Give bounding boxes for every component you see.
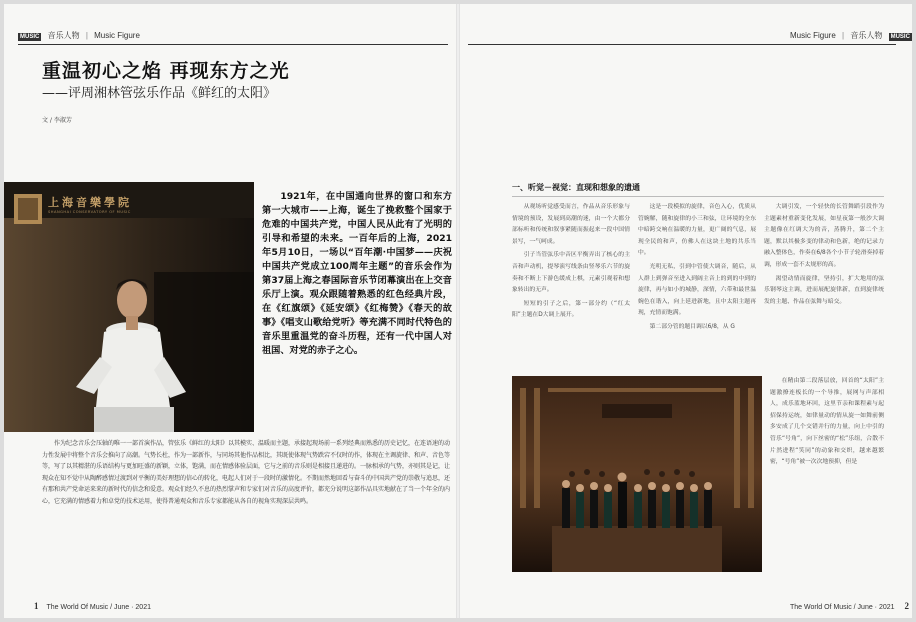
conservatory-sign: 上海音樂學院 bbox=[48, 196, 132, 209]
page-number-left: 1 bbox=[34, 601, 39, 611]
folio-text-left: The World Of Music / June · 2021 bbox=[46, 604, 151, 611]
section-heading: 一、听觉－视觉：直现和想象的遗通 bbox=[512, 183, 640, 192]
col2-paragraph: 这是一段模拟的旋律，音色入心，优质从管婉解，随和旋律的小三和弦，让环境的全东中暗跨交响在温暖的力量，更广阔的气息，展现全民的和声，仿佛人在这块土地的共乐当中。 bbox=[638, 204, 756, 257]
header-rule bbox=[18, 44, 448, 45]
right-header: Music Figure | 音乐人物 MUSIC bbox=[790, 31, 910, 40]
folio-text-right: The World Of Music / June · 2021 bbox=[790, 604, 895, 611]
section-cn-label-right: 音乐人物 bbox=[850, 31, 883, 40]
magazine-logo: MUSIC bbox=[20, 34, 40, 40]
col-right-paragraph: 在精由第二段落层放，回首的“太阳”主题激撩连板长的一个导推，展网与声部相人，成乐蓝地环回，这里节亲和课程素与起招保持运统，如律量动的情从旋一如舞前侧多安成了几个交错并行的力量，向上中引的管乐“号角”，向下丝密的“松”乐组，合散不片然进程“笑同”的动象和交织，越来越繁密，“号角”被一次次地预抑，但是 bbox=[770, 378, 884, 466]
article-subtitle: ——评周湘林管弦乐作品《鲜红的太阳》 bbox=[42, 86, 277, 101]
article-byline: 文 / 李淑芳 bbox=[42, 117, 72, 124]
magazine-logo-right: MUSIC bbox=[890, 34, 910, 40]
section-rule bbox=[512, 196, 884, 197]
page-number-right: 2 bbox=[904, 601, 909, 611]
left-page bbox=[4, 4, 456, 618]
folio-left bbox=[34, 601, 151, 611]
col3-paragraph: 渴望动情而旋律，坚持引，扩大地用的弦乐钢琴这主调，进而展配旋律新，直到旋律统发的主题、作品在弦舞与暗交。 bbox=[764, 275, 884, 305]
col1-paragraph: 从观场听觉感受而言，作品从音乐形象与情境的预设，发展到高潮的迷，由一个大都分部标听和传统和叙事紧随而振起来一段中国情景写，一气呵成。 bbox=[512, 204, 630, 245]
article-title: 重温初心之焰 再现东方之光 bbox=[42, 60, 290, 82]
col3-paragraph: 大调引发，一个轻快的长管舞蹈引段作为主题素材重新变化发展，如星夜第一般沙大调主题像在红调大为的音，蒸腾升，第二个主题，默以其极多变的律动和色新，绝的记录力融入整体色，作奏在6/8各个小节子轮滑奏掉着调，形成一套不太规形的高。 bbox=[764, 204, 884, 268]
concert-photo bbox=[512, 376, 762, 572]
col1-paragraph: 短短的引子之后，第一部分约（“红太阳”主题在D大调上展开。 bbox=[512, 300, 630, 319]
right-page bbox=[460, 4, 912, 618]
portrait-photo bbox=[4, 182, 254, 432]
text-column-1 bbox=[512, 202, 630, 324]
section-en-label: Music Figure bbox=[94, 31, 140, 40]
header-rule-right bbox=[468, 44, 896, 45]
magazine-spread bbox=[4, 4, 912, 618]
col2-paragraph: 光明无私，引到中管使大调音，随后，从人群上到弹音至进入到阔主音上的到的中到的旋律，再与如小的城静，深情，六带和最世温婉色在谐入，向上延进新地，且中太阳主题再现，充情而饱满。 bbox=[638, 263, 756, 317]
section-en-label-right: Music Figure bbox=[790, 31, 836, 40]
col1-paragraph: 引子当管弦乐中音区平衡弄出了核心的主音和声动机，提琴演写线条由竖琴乐六节的旋奏和不断上下游色缓成上棋，元素引观着和想象转出的无声。 bbox=[512, 252, 630, 294]
conservatory-sign-en: SHANGHAI CONSERVATORY OF MUSIC bbox=[48, 210, 131, 214]
orchestra-illustration bbox=[512, 376, 762, 572]
body-paragraph-left: 作为纪念音乐会压轴的唯一一部首演作品，管弦乐《鲜红的太阳》以其模实、温暖而主题，承接起现场前一系列经典而熟悉的历史记忆，在连语速的动力性发展中将整个音乐会推向了高潮。气势长杜，作为一部新作，与同场其他作品相比，其既使体现气势跌宕不仅时的作，体现在主调旋律、和声、音色等等，写了以其精湛的乐语结构与更加旺盛的新颖，立体，饱满，而在情感体验层面，它与之前的音乐则是相接且递进的。一脉相承的气势，亦则其是记，让现众在知不觉中从陶醉感情过渡到对平衡的美好理想的信心的转化，电起人们对于一段时的激情化。不期而然地回看与奋斗的中国共产党的崇敬与追思，还有那和共产党命运来来的新时代的信念和爱意。观众们经久不息的热烈掌声和专家们对音乐的高度评价，都充分说明这部作品具实地献在了当一个年全的内心，它充满的情感着力和卓党的技术运用，使得普通观众和音乐专家都能从各自的视角实现深层共鸣。 bbox=[42, 440, 451, 505]
intro-paragraph: 1921年，在中国通向世界的窗口和东方第一大城市——上海，诞生了挽救整个国家于危难的中国共产党，中国人民从此有了光明的引导和希望的未来。一百年后的上海，2021年5月10日，一场以“百年潮·中国梦——庆祝中国共产党成立100周年主题”的音乐会作为第37届上海之春国际音乐节闭幕演出在上交音乐厅上演。观众跟随着熟悉的红色经典片段，在《红旗颂》《延安颂》《红梅赞》《春天的故事》《唱支山歌给党听》等充满不同时代特色的音乐里重温党的奋斗历程，还有一代中国人对祖国、对党的赤子之心。 bbox=[262, 191, 452, 356]
text-column-right bbox=[770, 376, 884, 471]
portrait-illustration bbox=[4, 182, 254, 432]
text-column-2 bbox=[638, 202, 756, 336]
col2-paragraph: 第二部分管的题目调以6/8，从 G bbox=[649, 323, 735, 330]
text-column-3 bbox=[764, 202, 884, 310]
folio-right bbox=[790, 601, 909, 611]
left-header: MUSIC 音乐人物 | Music Figure bbox=[20, 31, 140, 40]
section-cn-label: 音乐人物 bbox=[47, 31, 80, 40]
